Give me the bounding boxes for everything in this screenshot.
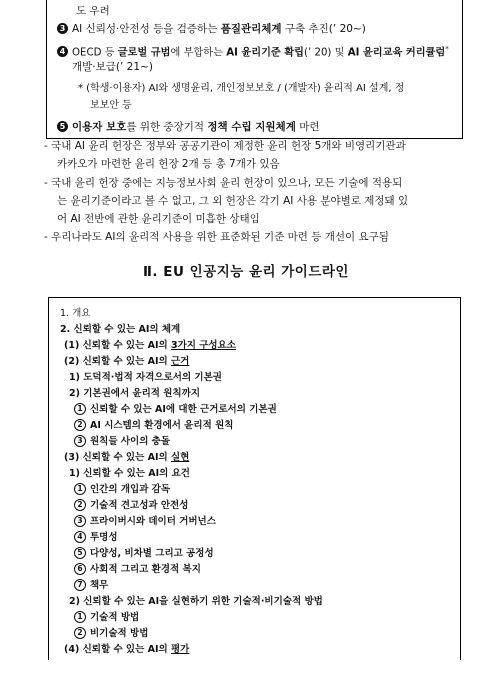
circled-number: 3 [57, 23, 68, 34]
policy-line-0: 도 우려 [76, 5, 110, 17]
outline-item: 7 책무 [74, 579, 108, 593]
section-heading: Ⅱ. EU 인공지능 윤리 가이드라인 [143, 264, 349, 280]
outline-foundations: (2) 신뢰할 수 있는 AI의 근거 [64, 356, 190, 367]
circled-number: 1 [74, 403, 86, 415]
circled-number: 5 [74, 547, 86, 559]
policy-item-5: 5 이용자 보호를 위한 중장기적 정책 수립 지원체계 마련 [57, 120, 319, 134]
outline-components: (1) 신뢰할 수 있는 AI의 3가지 구성요소 [64, 340, 236, 351]
circled-number: 3 [74, 515, 86, 527]
outline-item: 3 프라이버시와 데이터 거버넌스 [74, 515, 216, 529]
outline-item: 2 비기술적 방법 [74, 627, 148, 641]
circled-number: 4 [57, 46, 68, 57]
policy-note-1: * (학생·이용자) AI와 생명윤리, 개인정보보호 / (개발자) 윤리적 AI 설계, 정 [78, 83, 405, 94]
outline-overview: 1. 개요 [60, 308, 91, 319]
circled-number: 3 [74, 435, 86, 447]
circled-number: 7 [74, 579, 86, 591]
policy-item-4: 4 OECD 등 글로벌 규범에 부합하는 AI 윤리기준 확립(’ 20) 및 AI 윤리교육 커리큘럼* [57, 42, 449, 60]
bullet-line-1: - 국내 AI 윤리 헌장은 정부와 공공기관이 제정한 윤리 헌장 5개와 비영리기관과 [44, 140, 406, 152]
outline-item: 6 사회적 그리고 환경적 복지 [74, 563, 201, 577]
bullet-line-4: 는 윤리기준이라고 볼 수 없고, 그 외 헌장은 각기 AI 사용 분야별로 제정돼 있 [57, 195, 409, 207]
outline-methods: 2) 신뢰할 수 있는 AI을 실현하기 위한 기술적·비기술적 방법 [69, 596, 323, 607]
bullet-line-2: 카카오가 마련한 윤리 헌장 2개 등 총 7개가 있음 [57, 158, 280, 170]
outline-item: 1 기술적 방법 [74, 611, 139, 625]
outline-item: 3 원칙들 사이의 충돌 [74, 435, 170, 449]
outline-framework: 2. 신뢰할 수 있는 AI의 체계 [60, 324, 181, 335]
circled-number: 2 [74, 499, 86, 511]
policy-note-2: 보보안 등 [90, 100, 132, 111]
policy-item-4-cont: 개발·보급(’ 21~) [72, 61, 153, 73]
outline-assessment: (4) 신뢰할 수 있는 AI의 평가 [64, 644, 190, 655]
circled-number: 1 [74, 611, 86, 623]
circled-number: 1 [74, 483, 86, 495]
outline-item: 1 신뢰할 수 있는 AI에 대한 근거로서의 기본권 [74, 403, 277, 417]
outline-item: 5 다양성, 비차별 그리고 공정성 [74, 547, 214, 561]
bullet-line-3: - 국내 윤리 헌장 중에는 지능정보사회 윤리 헌장이 있으나, 모든 기술에 적용되 [44, 177, 403, 189]
circled-number: 5 [57, 121, 68, 132]
outline-item: 4 투명성 [74, 531, 118, 545]
outline-requirements: 1) 신뢰할 수 있는 AI의 요건 [69, 468, 190, 479]
circled-number: 6 [74, 563, 86, 575]
outline-ethical-principles: 2) 기본권에서 윤리적 원칙까지 [69, 388, 200, 399]
circled-number: 4 [74, 531, 86, 543]
outline-fundamental-rights: 1) 도덕적·법적 자격으로서의 기본권 [69, 372, 222, 383]
bullet-line-6: - 우리나라도 AI의 윤리적 사용을 위한 표준화된 기준 마련 등 개선이 요구됨 [44, 231, 389, 243]
outline-item: 2 AI 시스템의 환경에서 윤리적 원칙 [74, 419, 233, 433]
outline-realization: (3) 신뢰할 수 있는 AI의 실현 [64, 452, 190, 463]
outline-item: 2 기술적 견고성과 안전성 [74, 499, 188, 513]
bullet-line-5: 어 AI 전반에 관한 윤리기준이 미흡한 상태임 [57, 213, 260, 225]
outline-item: 1 인간의 개입과 감독 [74, 483, 170, 497]
circled-number: 2 [74, 419, 86, 431]
circled-number: 2 [74, 627, 86, 639]
policy-item-3: 3 AI 신뢰성·안전성 등을 검증하는 품질관리체계 구축 추진(’ 20~) [57, 22, 366, 36]
